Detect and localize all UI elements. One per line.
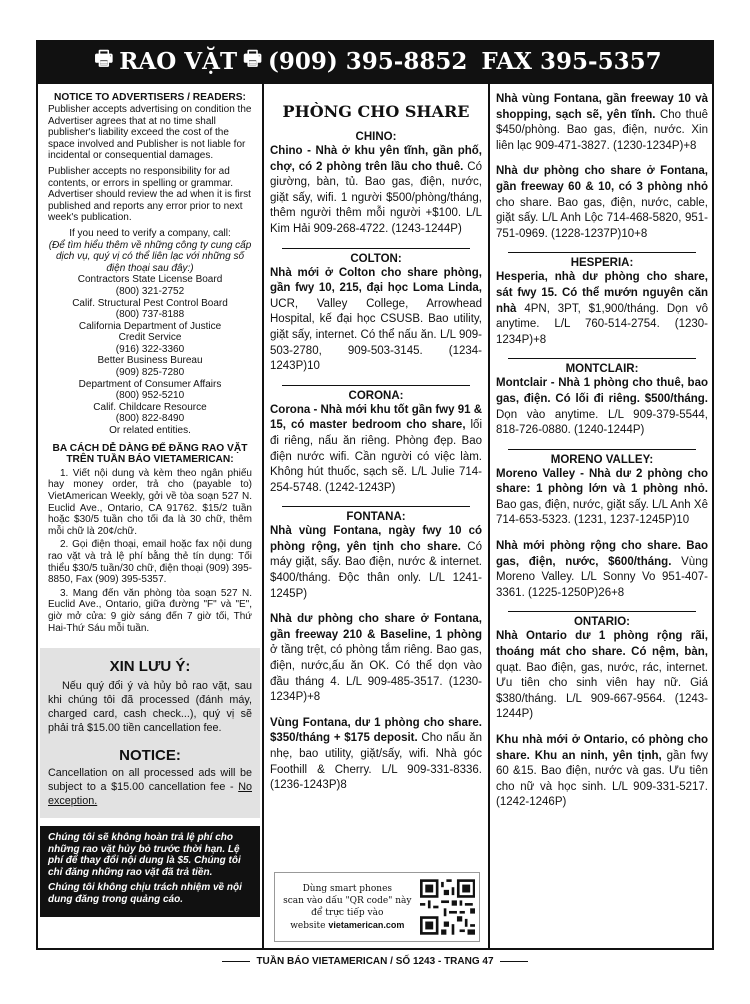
verify-contact-line: Department of Consumer Affairs bbox=[78, 378, 222, 390]
ad-headline: Nhà dư phòng cho share ở Fontana, gần freeway 210 & Baseline, 1 phòng bbox=[270, 613, 482, 641]
verify-contact-line: (909) 825-7280 bbox=[115, 367, 185, 379]
qr-website-line bbox=[279, 919, 416, 932]
fax-machine-icon: 🖶 bbox=[94, 46, 114, 70]
cancellation-notice-box bbox=[40, 648, 260, 818]
classified-ad bbox=[496, 164, 708, 242]
qr-line: để trực tiếp vào bbox=[311, 907, 384, 918]
ad-headline: Khu nhà mới ở Ontario, có phòng cho share. Khu an ninh, yên tịnh, bbox=[496, 734, 708, 762]
city-heading: CORONA: bbox=[348, 389, 404, 402]
ad-body: Cho thuê $450/phòng. Bao gas, điện, nước. Xin liên lạc 909-471-3827. (1230-1234P)+8 bbox=[496, 108, 708, 152]
verify-contact-line: Calif. Structural Pest Control Board bbox=[72, 297, 228, 309]
section-rule bbox=[508, 252, 696, 253]
ad-body: Dọn vào anytime. L/L 909-379-5544, 818-726-0880. (1240-1244P) bbox=[496, 408, 708, 437]
city-heading: HESPERIA: bbox=[570, 257, 634, 270]
ad-headline: Vùng Fontana, dư 1 phòng cho share. $350/tháng + $175 deposit. bbox=[270, 716, 482, 745]
classified-ad bbox=[496, 92, 708, 154]
howto-step-3: 3. Mang đến văn phòng tòa soạn 527 N. Euclid Ave., Ontario, giữa đường "F" và "E", giờ mở cửa: 9 giờ sáng đến 7 giờ tối, Thứ Hai-Thứ Sáu mỗi tuần. bbox=[48, 587, 252, 634]
section-rule bbox=[282, 385, 470, 386]
verify-contact-line: (916) 322-3360 bbox=[115, 343, 185, 355]
classified-ad bbox=[270, 403, 482, 497]
ad-headline: Moreno Valley - Nhà dư 2 phòng cho share: 1 phòng lớn và 1 phòng nhỏ. bbox=[496, 467, 708, 496]
ad-body: gần fwy 60 &15. Bao điện, nước và gas. Ưu tiên cho nữ và học sinh. L/L 909-331-5217. (1242-1246P) bbox=[496, 749, 709, 809]
ads-column-3 bbox=[492, 84, 712, 948]
ad-body: lối đi riêng, nấu ăn riêng. Phòng đẹp. Bao điện nước wifi. Cần người có việc làm. Không hút thuốc, sạch sẽ. L/L Julie 714-254-5748. (1242-1243P) bbox=[270, 419, 482, 494]
classified-ad bbox=[270, 524, 482, 602]
verify-intro: If you need to verify a company, call: bbox=[69, 227, 231, 239]
classified-ad bbox=[496, 629, 708, 723]
ad-headline: Hesperia, nhà dư phòng cho share, sát fwy 15. Có thể mướn nguyên căn nhà bbox=[496, 271, 708, 315]
verify-contact-list bbox=[48, 274, 252, 436]
verify-contact-line: Calif. Childcare Resource bbox=[93, 401, 207, 413]
classified-ad bbox=[496, 376, 708, 438]
notice-paragraph: Publisher accepts advertising on condition the Advertiser agrees that at no time shall publisher's liability exceed the cost of the space involved and Publisher is not liable for incidental or consequential damages. bbox=[48, 104, 252, 162]
no-exception-text: No exception. bbox=[48, 781, 252, 808]
verify-contact-line: (800) 822-8490 bbox=[115, 413, 185, 425]
ad-body: quạt. Bao điện, gas, nước, rác, internet. Ưu tiên cho sinh viên hay nữ. Giá $380/tháng. L/L 909-667-9564. (1243-1244P) bbox=[496, 661, 708, 721]
classified-ad bbox=[270, 266, 482, 375]
ad-headline: Nhà vùng Fontana, ngày fwy 10 có phòng rộng, yên tịnh cho share. bbox=[270, 525, 482, 553]
banner-phone: (909) 395-8852 bbox=[267, 47, 468, 75]
classified-ad bbox=[496, 467, 708, 529]
city-heading: FONTANA: bbox=[346, 511, 406, 524]
notice-body-en bbox=[48, 766, 252, 808]
refund-policy-text: Chúng tôi sẽ không hoàn trả lệ phí cho những rao vặt hủy bỏ trước thời hạn. Lệ phí để thay đổi nội dung là $5. Chúng tôi chỉ đăng những rao vặt đã trả tiền. bbox=[48, 832, 241, 878]
ad-headline: Montclair - Nhà 1 phòng cho thuê, bao gas, điện. Có lối đi riêng. $500/tháng. bbox=[496, 377, 708, 405]
city-heading: ONTARIO: bbox=[573, 616, 630, 629]
section-rule bbox=[508, 358, 696, 359]
refund-policy-box bbox=[40, 826, 260, 917]
liability-text: Chúng tôi không chịu trách nhiệm về nội dung đăng trong quảng cáo. bbox=[48, 882, 242, 905]
verify-contact-line: California Department of Justice bbox=[78, 320, 222, 332]
fax-machine-icon-2: 🖶 bbox=[243, 46, 262, 70]
classified-ad bbox=[496, 539, 708, 601]
city-heading: MONTCLAIR: bbox=[565, 363, 639, 376]
classified-ad bbox=[270, 716, 482, 794]
column-divider bbox=[262, 84, 264, 948]
column-divider bbox=[488, 84, 490, 948]
ad-body: Bao gas, điện, nước, giặt sấy. L/L Anh Xê 714-653-5323. (1231, 1237-1245P)10 bbox=[496, 498, 708, 527]
city-heading: COLTON: bbox=[350, 252, 402, 265]
section-rule bbox=[282, 506, 470, 507]
ad-headline: Chino - Nhà ở khu yên tĩnh, gần phố, chợ, có 2 phòng trên lầu cho thuê. bbox=[270, 145, 482, 173]
section-rule bbox=[282, 248, 470, 249]
verify-company-block bbox=[48, 228, 252, 437]
ad-headline: Corona - Nhà mới khu tốt gần fwy 91 & 15, có master bedroom cho share, bbox=[270, 403, 482, 432]
city-heading: CHINO: bbox=[355, 131, 397, 143]
website-url: vietamerican.com bbox=[328, 919, 405, 930]
notice-heading: NOTICE TO ADVERTISERS / READERS: bbox=[54, 92, 246, 103]
verify-contact-line: (800) 321-2752 bbox=[115, 285, 185, 297]
verify-contact-line: (800) 952-5210 bbox=[115, 390, 185, 402]
verify-contact-line: Better Business Bureau bbox=[97, 355, 203, 367]
classified-ad bbox=[270, 144, 482, 238]
ads-column-2 bbox=[266, 84, 486, 948]
ad-headline: Nhà dư phòng cho share ở Fontana, gần freeway 60 & 10, có 3 phòng nhỏ bbox=[496, 165, 708, 193]
ad-headline: Nhà mới phòng rộng cho share. Bao gas, điện, nước, $600/tháng. bbox=[496, 540, 708, 568]
verify-contact-line: Or related entities. bbox=[109, 425, 191, 437]
qr-line: Dùng smart phones bbox=[302, 883, 393, 894]
qr-code-promo bbox=[274, 872, 480, 942]
section-rule bbox=[508, 611, 696, 612]
classified-ad bbox=[496, 733, 708, 811]
classifieds-banner bbox=[36, 40, 714, 82]
ad-body: ở tầng trệt, có phòng tắm riêng. Bao gas, điện, nước,ấu ăn OK. Có thể dọn vào đầu tháng 4. L/L 909-485-3517. (1230-1234P)+8 bbox=[270, 644, 482, 704]
notice-title-vi: XIN LƯU Ý: bbox=[109, 658, 191, 676]
ad-headline: Nhà vùng Fontana, gần freeway 10 và shopping, sạch sẽ, yên tĩnh. bbox=[496, 93, 708, 121]
page-footer bbox=[36, 956, 714, 967]
notice-body-vi: Nếu quý đổi ý và hủy bỏ rao vặt, sau khi chúng tôi đã processed (đánh máy, charged card, cash check...), quý vị sẽ phải trả $15.00 tiền cancellation fee. bbox=[48, 680, 252, 735]
ad-body: UCR, Valley College, Arrowhead Hospital, kế đại học CSUSB. Bao utility, giặt sấy, internet. Có thể nấu ăn. L/L 909-503-2780, 909-503-3145. (1234-1243P)10 bbox=[270, 297, 482, 373]
qr-code-icon[interactable] bbox=[420, 879, 475, 935]
banner-fax: FAX 395-5357 bbox=[481, 47, 662, 75]
classified-ad bbox=[496, 270, 708, 348]
howto-title: BA CÁCH DỄ DÀNG ĐỂ ĐĂNG RAO VẶT TRÊN TUẦN BÁO VIETAMERICAN: bbox=[52, 442, 248, 466]
notice-title-en: NOTICE: bbox=[119, 747, 181, 765]
ad-headline: Nhà mới ở Colton cho share phòng, gần fwy 10, 215, đại học Loma Linda, bbox=[270, 266, 482, 295]
verify-intro-vi: (Để tìm hiểu thêm về những công ty cung cấp dịch vụ, quý vị có thể liên lạc với những số điện thoại sau đây:) bbox=[48, 239, 252, 274]
classified-ad bbox=[270, 612, 482, 706]
howto-step-2: 2. Gọi điện thoại, email hoặc fax nội dung rao vặt và trả lệ phí bằng thẻ tín dụng: Tối thiểu $30/5 tuần/30 chữ, điện thoại (909) 395-8850, Fax (909) 395-5357. bbox=[48, 539, 252, 586]
website-label: website bbox=[290, 920, 326, 931]
ad-body: Cho nấu ăn nhẹ, bao utility, giặt/sấy, wifi. Nhà góc Foothill & Cherry. L/L 909-331-8336. (1236-1243P)8 bbox=[270, 732, 482, 792]
howto-step-1: 1. Viết nội dung và kèm theo ngân phiếu hay money order, trả cho (payable to) VietAmerican Weekly, gởi về tòa soạn 527 N. Euclid Ave., Ontario, CA 91762. $15/2 tuần hoặc $30/5 tuần cho tối đa là 30 chữ, thêm mỗi chữ là 20¢/chữ. bbox=[48, 467, 252, 537]
ad-body: Vùng Moreno Valley. L/L Sonny Vo 951-407-3361. (1225-1250P)26+8 bbox=[496, 555, 708, 599]
notice-body-en-text: Cancellation on all processed ads will be subject to a $15.00 cancellation fee - bbox=[48, 767, 252, 794]
verify-contact-line: Credit Service bbox=[118, 332, 182, 344]
qr-promo-text bbox=[279, 883, 416, 932]
verify-contact-line: Contractors State License Board bbox=[77, 274, 223, 286]
notice-paragraph: Publisher accepts no responsibility for ad contents, or errors in spelling or grammar. Advertiser should review the ad when it is first published and reports any error prior to next week's publication. bbox=[48, 165, 251, 224]
ad-body: cho share. Bao gas, điện, nước, cable, giặt sấy. L/L Anh Lộc 714-468-5820, 951-751-0969. (1228-1237P)10+8 bbox=[496, 196, 708, 240]
info-column bbox=[40, 84, 260, 948]
section-rule bbox=[508, 449, 696, 450]
ad-headline: Nhà Ontario dư 1 phòng rộng rãi, thoáng mát cho share. Có nệm, bàn, bbox=[496, 630, 708, 659]
verify-contact-line: (800) 737-8188 bbox=[115, 309, 185, 321]
ad-body: Có giường, bàn, tủ. Bao gas, điện, nước, giặt sấy, wifi. 1 người $500/phòng/tháng, thêm người thêm mỗi người +$100. L/L Kim Hải 909-268-4722. (1243-1244P) bbox=[270, 160, 482, 235]
qr-line: scan vào dấu "QR code" này bbox=[283, 895, 412, 906]
banner-title: RAO VẶT bbox=[119, 47, 238, 75]
ad-body: 4PN, 3PT, $1,900/tháng. Dọn vô anytime. L/L 760-514-2754. (1230-1234P)+8 bbox=[496, 302, 708, 346]
footer-text: TUẦN BÁO VIETAMERICAN / SỐ 1243 - TRANG 47 bbox=[256, 956, 494, 967]
city-heading: MORENO VALLEY: bbox=[550, 453, 654, 466]
ad-body: Có máy giặt, sấy. Bao điện, nước & internet. $400/tháng. Độc thân only. L/L 1241-1245P) bbox=[270, 540, 482, 600]
section-title: PHÒNG CHO SHARE bbox=[282, 102, 470, 121]
